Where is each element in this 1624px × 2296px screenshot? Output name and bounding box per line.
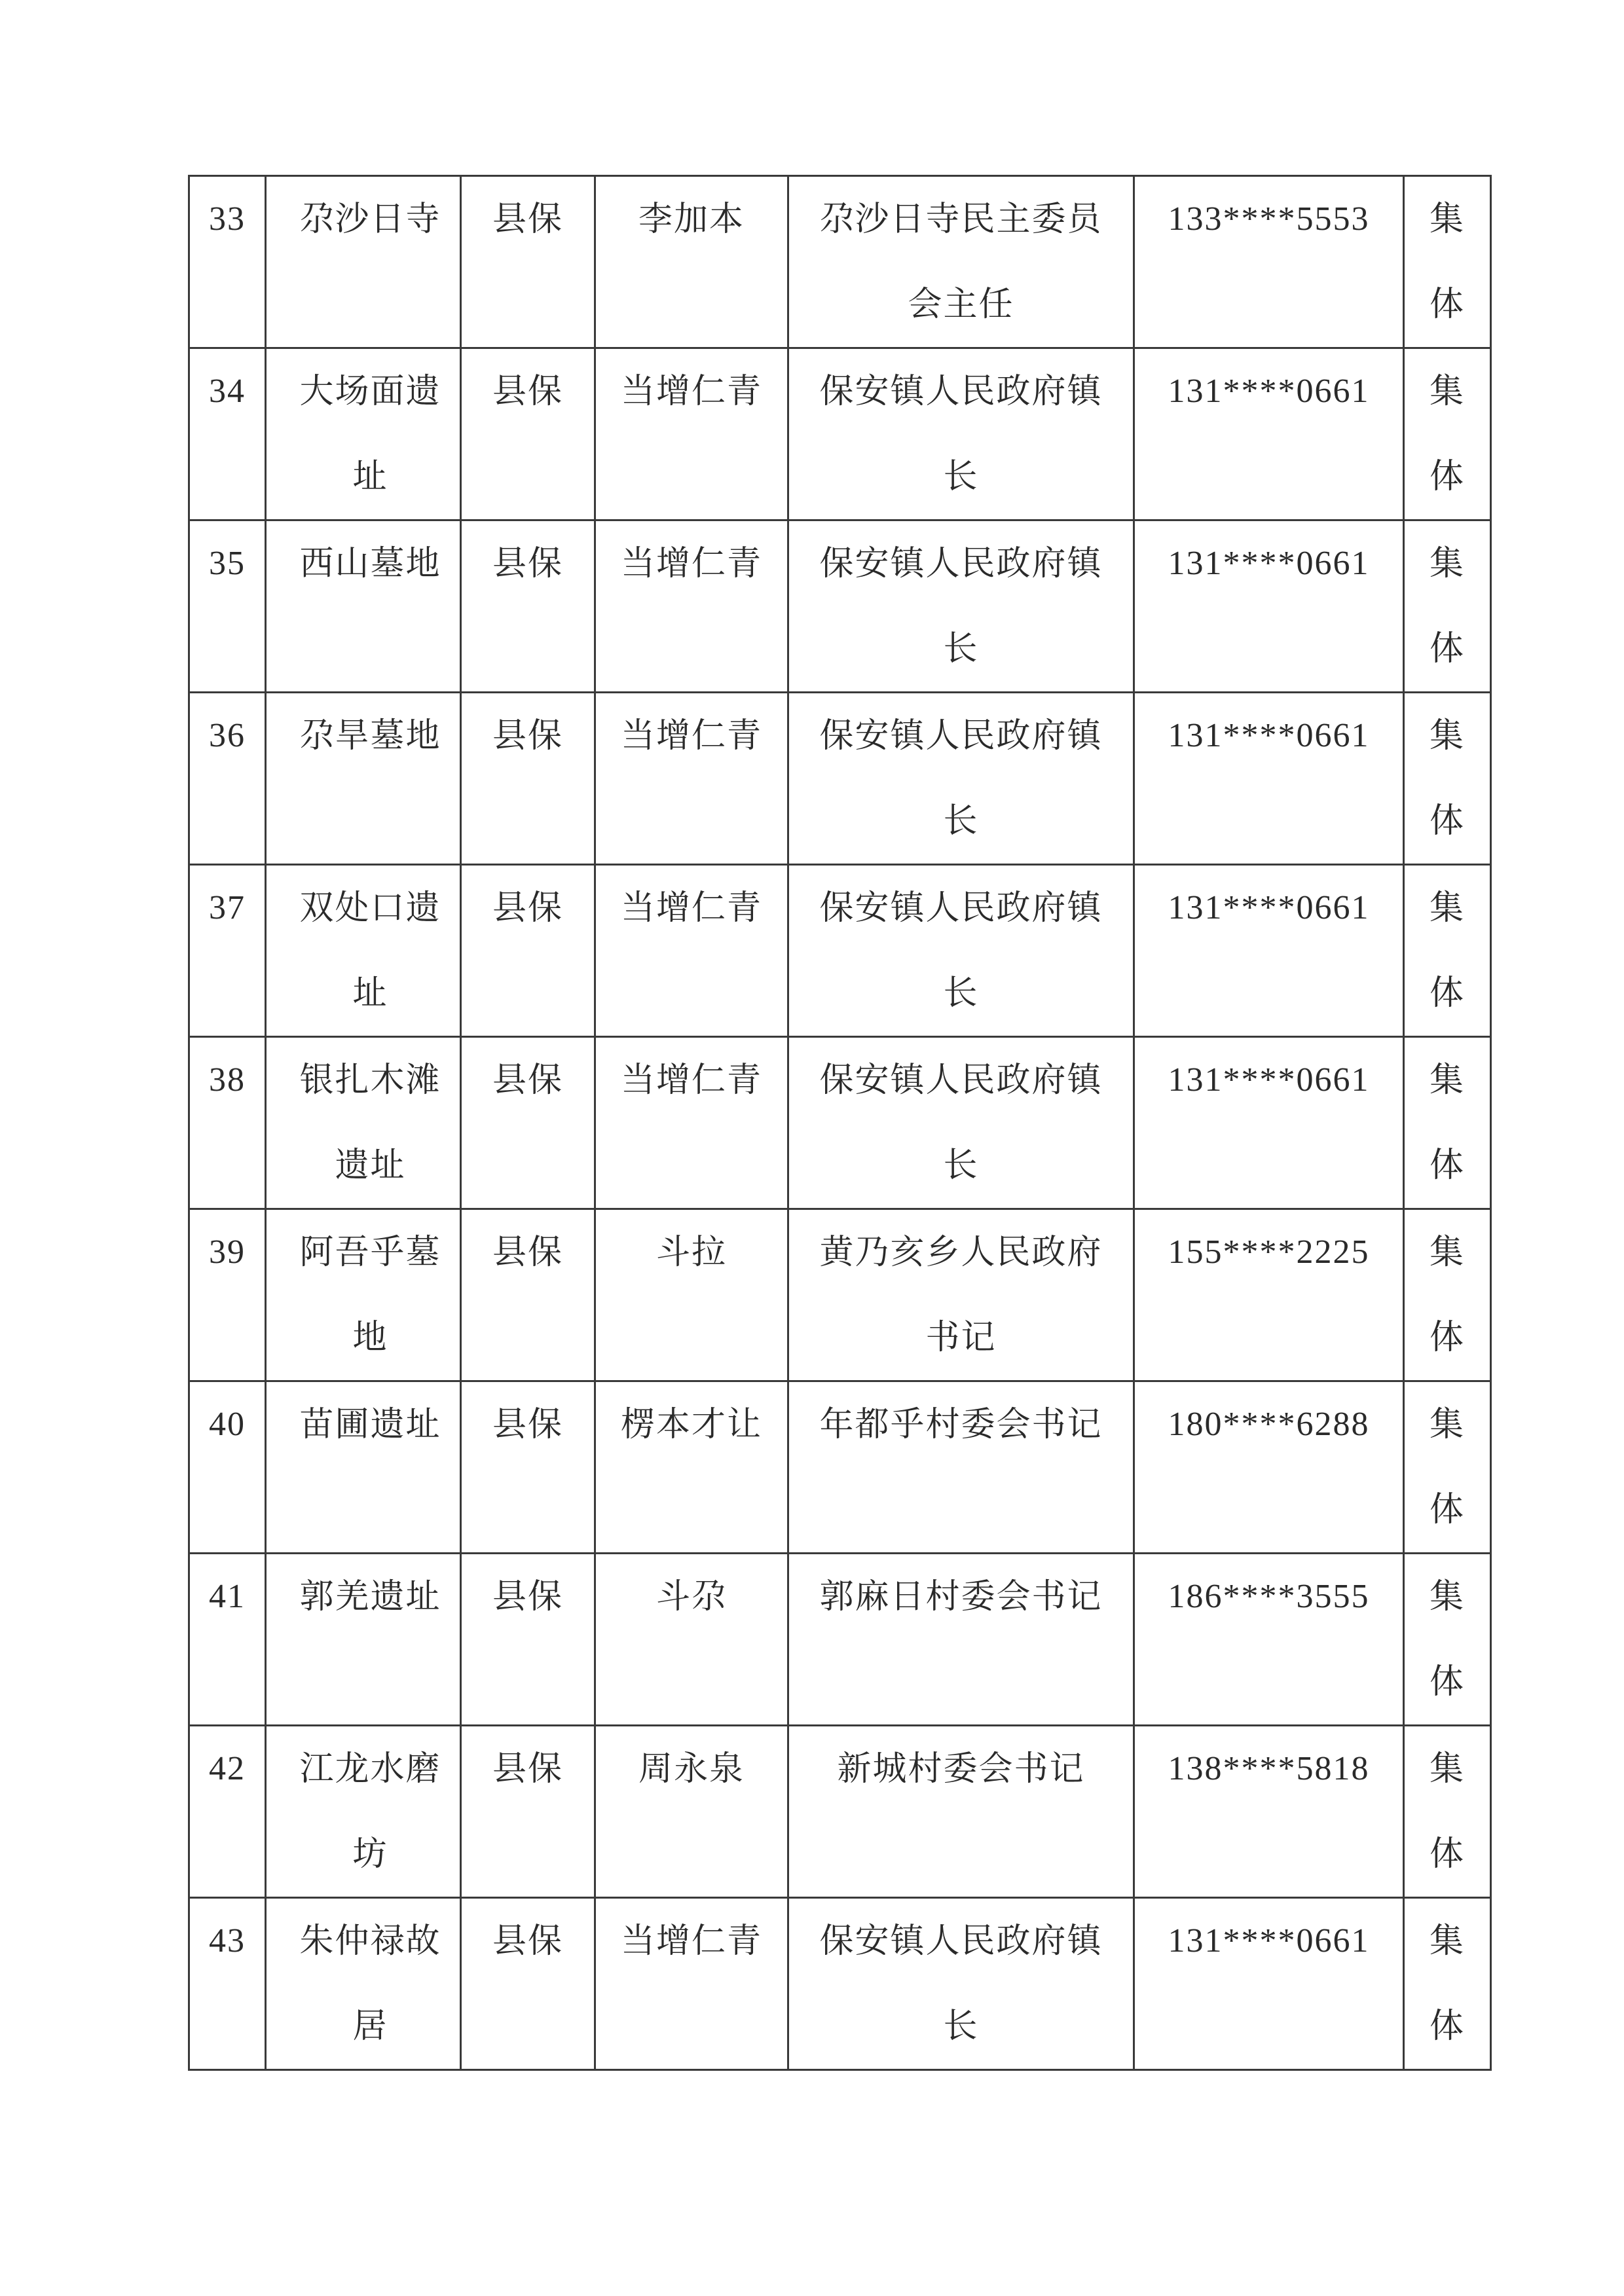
table-body: [189, 176, 1491, 2070]
position-title-cell: 保安镇人民政府镇长: [788, 520, 1134, 693]
table-row: [189, 1554, 1491, 1726]
table-row: [189, 348, 1491, 520]
protection-level-cell: 县保: [461, 865, 595, 1037]
responsible-person-cell: 斗尕: [595, 1554, 788, 1726]
responsible-person-cell: 李加本: [595, 176, 788, 348]
responsible-person-cell: 当增仁青: [595, 1037, 788, 1209]
responsible-person-cell: 楞本才让: [595, 1381, 788, 1554]
phone-number-cell: 155****2225: [1134, 1209, 1404, 1381]
table-row: [189, 1726, 1491, 1898]
row-number-cell: 33: [189, 176, 266, 348]
protection-level-cell: 县保: [461, 1554, 595, 1726]
ownership-cell: 集体: [1404, 693, 1491, 865]
row-number-cell: 36: [189, 693, 266, 865]
ownership-cell: 集体: [1404, 176, 1491, 348]
protection-level-cell: 县保: [461, 348, 595, 520]
row-number-cell: 40: [189, 1381, 266, 1554]
row-number-cell: 35: [189, 520, 266, 693]
heritage-site-table: [188, 175, 1492, 2071]
table-row: [189, 176, 1491, 348]
row-number-cell: 43: [189, 1898, 266, 2070]
site-name-cell: 郭羌遗址: [266, 1554, 461, 1726]
phone-number-cell: 180****6288: [1134, 1381, 1404, 1554]
table-row: [189, 1381, 1491, 1554]
table-row: [189, 520, 1491, 693]
protection-level-cell: 县保: [461, 520, 595, 693]
protection-level-cell: 县保: [461, 1898, 595, 2070]
ownership-cell: 集体: [1404, 520, 1491, 693]
position-title-cell: 保安镇人民政府镇长: [788, 693, 1134, 865]
position-title-cell: 保安镇人民政府镇长: [788, 1037, 1134, 1209]
phone-number-cell: 131****0661: [1134, 865, 1404, 1037]
protection-level-cell: 县保: [461, 1726, 595, 1898]
ownership-cell: 集体: [1404, 1898, 1491, 2070]
table-row: [189, 1898, 1491, 2070]
responsible-person-cell: 当增仁青: [595, 865, 788, 1037]
site-name-cell: 朱仲禄故居: [266, 1898, 461, 2070]
ownership-cell: 集体: [1404, 1037, 1491, 1209]
phone-number-cell: 131****0661: [1134, 520, 1404, 693]
responsible-person-cell: 周永泉: [595, 1726, 788, 1898]
site-name-cell: 大场面遗址: [266, 348, 461, 520]
table-row: [189, 1209, 1491, 1381]
protection-level-cell: 县保: [461, 176, 595, 348]
position-title-cell: 黄乃亥乡人民政府书记: [788, 1209, 1134, 1381]
responsible-person-cell: 斗拉: [595, 1209, 788, 1381]
position-title-cell: 保安镇人民政府镇长: [788, 865, 1134, 1037]
site-name-cell: 尕沙日寺: [266, 176, 461, 348]
ownership-cell: 集体: [1404, 348, 1491, 520]
position-title-cell: 新城村委会书记: [788, 1726, 1134, 1898]
ownership-cell: 集体: [1404, 1381, 1491, 1554]
site-name-cell: 西山墓地: [266, 520, 461, 693]
position-title-cell: 年都乎村委会书记: [788, 1381, 1134, 1554]
phone-number-cell: 131****0661: [1134, 348, 1404, 520]
ownership-cell: 集体: [1404, 1554, 1491, 1726]
site-name-cell: 苗圃遗址: [266, 1381, 461, 1554]
protection-level-cell: 县保: [461, 1209, 595, 1381]
phone-number-cell: 186****3555: [1134, 1554, 1404, 1726]
phone-number-cell: 138****5818: [1134, 1726, 1404, 1898]
row-number-cell: 37: [189, 865, 266, 1037]
site-name-cell: 尕旱墓地: [266, 693, 461, 865]
position-title-cell: 郭麻日村委会书记: [788, 1554, 1134, 1726]
phone-number-cell: 131****0661: [1134, 693, 1404, 865]
ownership-cell: 集体: [1404, 1209, 1491, 1381]
row-number-cell: 34: [189, 348, 266, 520]
row-number-cell: 42: [189, 1726, 266, 1898]
position-title-cell: 保安镇人民政府镇长: [788, 1898, 1134, 2070]
phone-number-cell: 133****5553: [1134, 176, 1404, 348]
protection-level-cell: 县保: [461, 1037, 595, 1209]
table-row: [189, 693, 1491, 865]
responsible-person-cell: 当增仁青: [595, 520, 788, 693]
responsible-person-cell: 当增仁青: [595, 693, 788, 865]
table-row: [189, 1037, 1491, 1209]
site-name-cell: 双处口遗址: [266, 865, 461, 1037]
phone-number-cell: 131****0661: [1134, 1898, 1404, 2070]
position-title-cell: 尕沙日寺民主委员会主任: [788, 176, 1134, 348]
row-number-cell: 41: [189, 1554, 266, 1726]
responsible-person-cell: 当增仁青: [595, 348, 788, 520]
position-title-cell: 保安镇人民政府镇长: [788, 348, 1134, 520]
table-row: [189, 865, 1491, 1037]
responsible-person-cell: 当增仁青: [595, 1898, 788, 2070]
site-name-cell: 阿吾乎墓地: [266, 1209, 461, 1381]
row-number-cell: 38: [189, 1037, 266, 1209]
ownership-cell: 集体: [1404, 1726, 1491, 1898]
protection-level-cell: 县保: [461, 693, 595, 865]
row-number-cell: 39: [189, 1209, 266, 1381]
site-name-cell: 银扎木滩遗址: [266, 1037, 461, 1209]
phone-number-cell: 131****0661: [1134, 1037, 1404, 1209]
protection-level-cell: 县保: [461, 1381, 595, 1554]
site-name-cell: 江龙水磨坊: [266, 1726, 461, 1898]
ownership-cell: 集体: [1404, 865, 1491, 1037]
